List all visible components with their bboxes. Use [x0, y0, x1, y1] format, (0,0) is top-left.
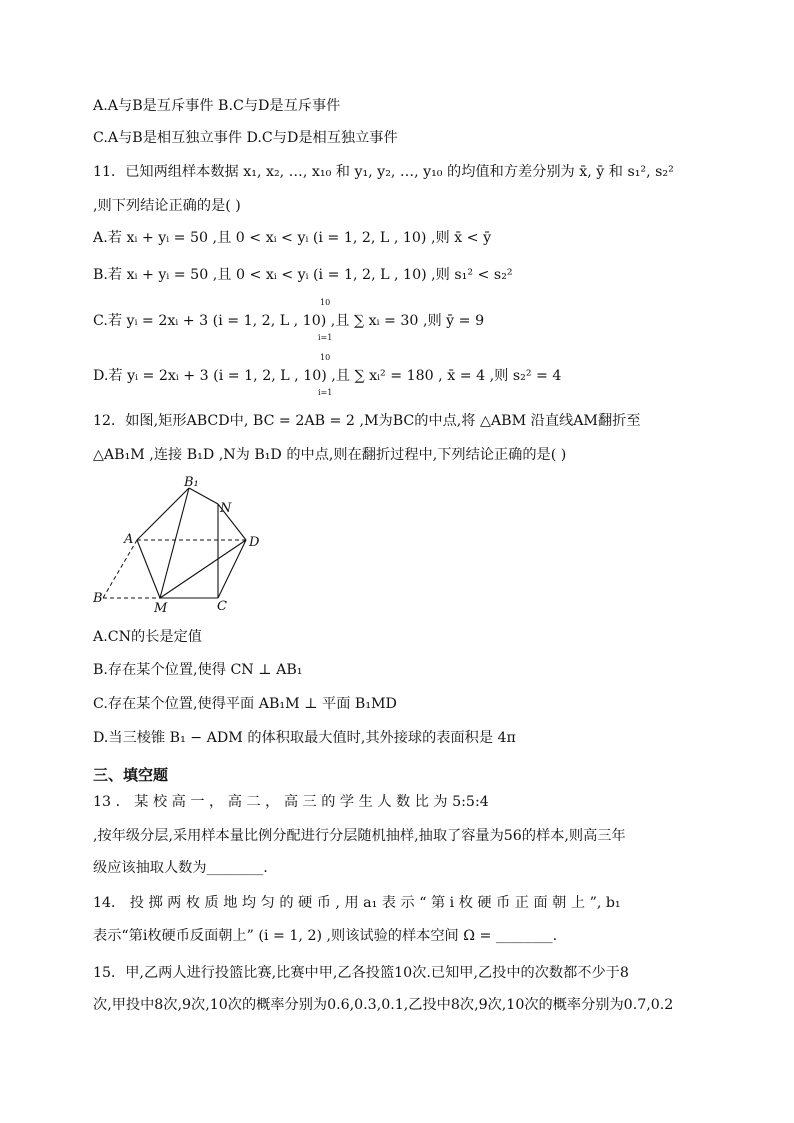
q11-option-b: B.若 xᵢ + yᵢ = 50 ,且 0 < xᵢ < yᵢ (i = 1, 2, L , 10) ,则 s₁² < s₂²: [93, 267, 513, 283]
sum-lower-limit: i=1: [318, 333, 333, 342]
q11-option-d: D.若 yᵢ = 2xᵢ + 3 (i = 1, 2, L , 10) ,且 ∑ xᵢ² = 180 , x̄ = 4 ,则 s₂² = 4: [93, 368, 562, 384]
sum-lower-limit: i=1: [318, 388, 333, 397]
label-n: N: [220, 501, 232, 516]
geometry-diagram: [93, 476, 273, 616]
q11-option-c: C.若 yᵢ = 2xᵢ + 3 (i = 1, 2, L , 10) ,且 ∑ xᵢ = 30 ,则 ȳ = 9: [93, 313, 485, 329]
q10-options-ab: A.A与B是互斥事件 B.C与D是互斥事件: [93, 98, 341, 114]
q13-stem: 13 ． 某 校 高 一 ， 高 二 ， 高 三 的 学 生 人 数 比 为 5:5:4: [93, 794, 489, 810]
q12-stem-cont: △AB₁M ,连接 B₁D ,N为 B₁D 的中点,则在翻折过程中,下列结论正确的是( ): [93, 447, 567, 463]
q13-stem-end: 级应该抽取人数为________.: [93, 860, 268, 876]
label-b: B: [93, 591, 103, 606]
edge-a-m: [137, 540, 160, 598]
q15-stem-cont: 次,甲投中8次,9次,10次的概率分别为0.6,0.3,0.1,乙投中8次,9次,10次的概率分别为0.7,0.2: [93, 997, 674, 1013]
q13-stem-cont: ,按年级分层,采用样本量比例分配进行分层随机抽样,抽取了容量为56的样本,则高三年: [93, 828, 626, 844]
q12-option-c: C.存在某个位置,使得平面 AB₁M ⊥ 平面 B₁MD: [93, 696, 397, 712]
edge-a-b-dashed: [103, 540, 137, 598]
sum-upper-limit: 10: [320, 298, 331, 307]
q15-stem: 15．甲,乙两人进行投篮比赛,比赛中甲,乙各投篮10次.已知甲,乙投中的次数都不少于8: [93, 965, 629, 981]
q12-option-a: A.CN的长是定值: [93, 629, 202, 645]
q14-stem-cont: 表示“第i枚硬币反面朝上” (i = 1, 2) ,则该试验的样本空间 Ω = ________.: [93, 928, 558, 944]
q11-stem: 11．已知两组样本数据 x₁, x₂, …, x₁₀ 和 y₁, y₂, …, y₁₀ 的均值和方差分别为 x̄, ȳ 和 s₁², s₂²: [93, 164, 674, 180]
folded-rectangle-figure: [93, 476, 273, 616]
label-m: M: [154, 601, 168, 616]
label-d: D: [249, 535, 260, 550]
edge-b1-n: [189, 488, 218, 504]
label-b1: B₁: [184, 476, 199, 490]
q12-stem: 12．如图,矩形ABCD中, BC = 2AB = 2 ,M为BC的中点,将 △ABM 沿直线AM翻折至: [93, 413, 641, 429]
q12-option-b: B.存在某个位置,使得 CN ⊥ AB₁: [93, 662, 303, 678]
label-a: A: [124, 532, 134, 547]
q11-option-a: A.若 xᵢ + yᵢ = 50 ,且 0 < xᵢ < yᵢ (i = 1, 2, L , 10) ,则 x̄ < ȳ: [93, 230, 492, 246]
q10-options-cd: C.A与B是相互独立事件 D.C与D是相互独立事件: [93, 130, 398, 146]
q14-stem: 14． 投 掷 两 枚 质 地 均 匀 的 硬 币 , 用 a₁ 表 示 “ 第 i 枚 硬 币 正 面 朝 上 ”, b₁: [93, 895, 621, 911]
sum-upper-limit: 10: [320, 353, 331, 362]
edge-c-d: [218, 540, 246, 598]
label-c: C: [217, 599, 227, 614]
section-heading-fill-in: 三、填空题: [93, 766, 169, 784]
q11-stem-cont: ,则下列结论正确的是( ): [93, 198, 241, 214]
edge-a-b1: [137, 488, 189, 540]
q12-option-d: D.当三棱锥 B₁ − ADM 的体积取最大值时,其外接球的表面积是 4π: [93, 730, 516, 746]
